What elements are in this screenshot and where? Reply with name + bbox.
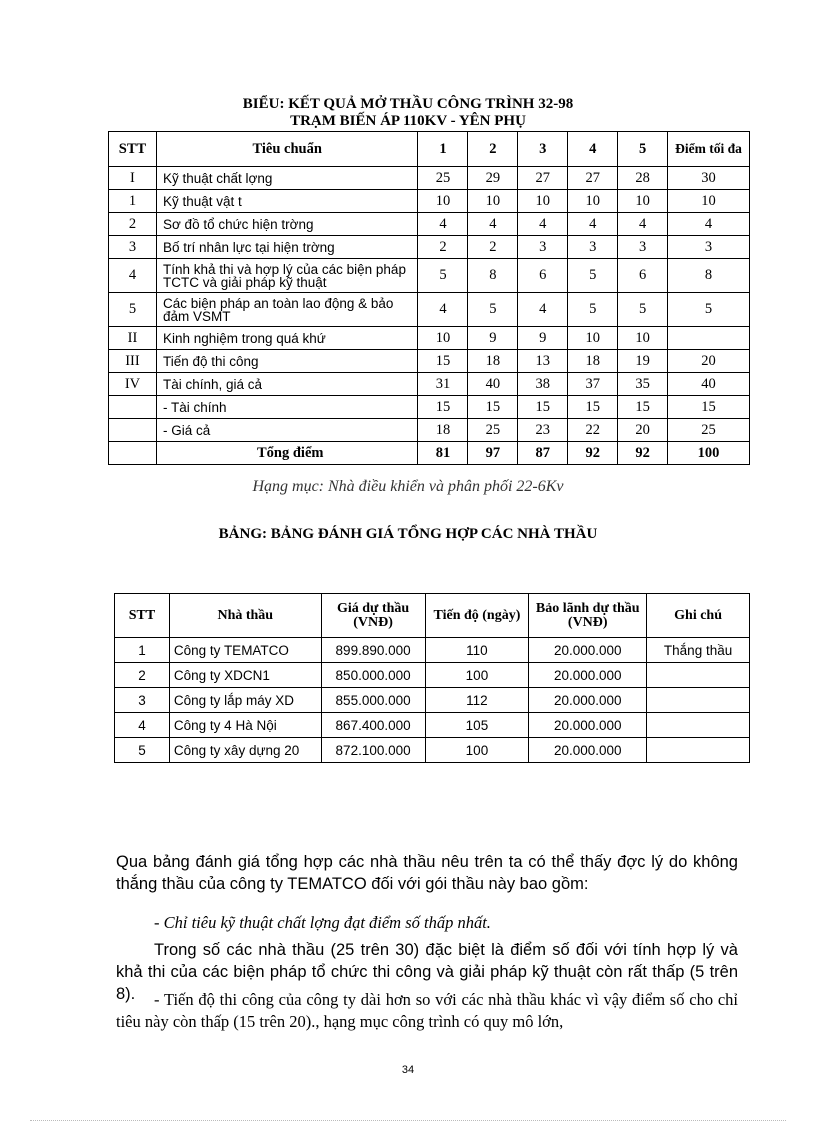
- cell-score: 29: [468, 167, 518, 190]
- cell-score: 92: [568, 442, 618, 465]
- table-row: [109, 396, 750, 419]
- cell-score: 15: [418, 396, 468, 419]
- header-bid-price: Giá dự thầu (VNĐ): [321, 594, 425, 638]
- cell-score: 20: [618, 419, 668, 442]
- cell-contractor: Công ty 4 Hà Nội: [169, 713, 321, 738]
- cell-notes: [647, 738, 750, 763]
- cell-score: 23: [518, 419, 568, 442]
- cell-contractor: Công ty xây dựng 20: [169, 738, 321, 763]
- cell-score: 22: [568, 419, 618, 442]
- cell-score: 4: [618, 213, 668, 236]
- cell-max-score: 15: [668, 396, 750, 419]
- page-number: 34: [401, 1064, 415, 1076]
- cell-criteria: Bố trí nhân lực tại hiện trờng: [156, 236, 418, 259]
- cell-score: 35: [618, 373, 668, 396]
- cell-score: 18: [568, 350, 618, 373]
- table-row: [109, 293, 750, 327]
- cell-score: 5: [618, 293, 668, 327]
- header-stt: STT: [109, 132, 157, 167]
- cell-criteria: Sơ đồ tổ chức hiện trờng: [156, 213, 418, 236]
- bidder-summary-table: [114, 593, 750, 763]
- cell-criteria: Kỹ thuật chất lợng: [156, 167, 418, 190]
- header-bidder-1: 1: [418, 132, 468, 167]
- table-row: [109, 350, 750, 373]
- cell-max-score: 30: [668, 167, 750, 190]
- table-row: [115, 713, 750, 738]
- cell-score: 3: [618, 236, 668, 259]
- cell-bid-price: 872.100.000: [321, 738, 425, 763]
- cell-score: 15: [518, 396, 568, 419]
- cell-stt: 5: [109, 293, 157, 327]
- cell-score: 18: [468, 350, 518, 373]
- cell-criteria: - Giá cả: [156, 419, 418, 442]
- cell-bid-guarantee: 20.000.000: [529, 713, 647, 738]
- cell-score: 40: [468, 373, 518, 396]
- cell-score: 27: [568, 167, 618, 190]
- total-row: [109, 442, 750, 465]
- cell-max-score: 5: [668, 293, 750, 327]
- header-bidder-2: 2: [468, 132, 518, 167]
- table-row: [109, 327, 750, 350]
- cell-max-score: 20: [668, 350, 750, 373]
- cell-stt: 3: [109, 236, 157, 259]
- cell-criteria: Kinh nghiệm trong quá khứ: [156, 327, 418, 350]
- cell-score: 3: [518, 236, 568, 259]
- cell-score: 6: [618, 259, 668, 293]
- table-row: [109, 213, 750, 236]
- cell-score: 15: [568, 396, 618, 419]
- header-bid-guarantee: Bảo lãnh dự thầu (VNĐ): [529, 594, 647, 638]
- cell-score: 4: [468, 213, 518, 236]
- cell-score: 25: [468, 419, 518, 442]
- cell-score: 87: [518, 442, 568, 465]
- table2-title: BẢNG: BẢNG ĐÁNH GIÁ TỔNG HỢP CÁC NHÀ THẦU: [218, 526, 598, 542]
- bid-results-table: [108, 131, 750, 465]
- table-row: [109, 167, 750, 190]
- cell-criteria: Tính khả thi và hợp lý của các biện pháp TCTC và giải pháp kỹ thuật: [156, 259, 418, 293]
- cell-stt: III: [109, 350, 157, 373]
- cell-notes: Thắng thầu: [647, 638, 750, 663]
- header-bidder-3: 3: [518, 132, 568, 167]
- cell-score: 15: [418, 350, 468, 373]
- cell-score: 28: [618, 167, 668, 190]
- cell-score: 27: [518, 167, 568, 190]
- cell-score: 13: [518, 350, 568, 373]
- cell-score: 5: [418, 259, 468, 293]
- cell-score: 18: [418, 419, 468, 442]
- cell-score: 37: [568, 373, 618, 396]
- cell-score: 4: [418, 213, 468, 236]
- header-stt: STT: [115, 594, 170, 638]
- paragraph-score-detail: Trong số các nhà thầu (25 trên 30) đặc biệt là điểm số đối với tính hợp lý và khả thi của các biện pháp tổ chức thi công và giải pháp kỹ thuật còn rất thấp (5 trên 8).: [116, 941, 738, 1003]
- table1-subtitle: TRẠM BIẾN ÁP 110KV - YÊN PHỤ: [290, 113, 526, 129]
- cell-score: 15: [468, 396, 518, 419]
- cell-schedule: 100: [425, 663, 529, 688]
- cell-schedule: 105: [425, 713, 529, 738]
- table1-body: [109, 167, 750, 465]
- cell-max-score: [668, 327, 750, 350]
- cell-max-score: 25: [668, 419, 750, 442]
- cell-score: 10: [618, 190, 668, 213]
- cell-criteria: Tài chính, giá cả: [156, 373, 418, 396]
- cell-score: 31: [418, 373, 468, 396]
- header-schedule: Tiến độ (ngày): [425, 594, 529, 638]
- cell-bid-price: 850.000.000: [321, 663, 425, 688]
- cell-score: 9: [468, 327, 518, 350]
- cell-schedule: 100: [425, 738, 529, 763]
- table-row: [109, 419, 750, 442]
- table1-title: BIỂU: KẾT QUẢ MỞ THẦU CÔNG TRÌNH 32-98: [242, 96, 574, 112]
- table-row: [115, 688, 750, 713]
- cell-stt: 1: [115, 638, 170, 663]
- cell-score: 8: [468, 259, 518, 293]
- table2-body: [115, 638, 750, 763]
- cell-score: 2: [418, 236, 468, 259]
- paragraph-technical: - Chỉ tiêu kỹ thuật chất lợng đạt điểm số thấp nhất.: [154, 913, 491, 932]
- cell-score: 25: [418, 167, 468, 190]
- cell-stt: 2: [115, 663, 170, 688]
- header-max-score: Điểm tối đa: [668, 132, 750, 167]
- cell-stt: II: [109, 327, 157, 350]
- cell-score: 5: [568, 293, 618, 327]
- cell-score: 4: [518, 213, 568, 236]
- cell-bid-guarantee: 20.000.000: [529, 738, 647, 763]
- cell-stt: [109, 396, 157, 419]
- cell-notes: [647, 713, 750, 738]
- cell-score: 5: [468, 293, 518, 327]
- cell-stt: I: [109, 167, 157, 190]
- cell-stt: 3: [115, 688, 170, 713]
- cell-score: 38: [518, 373, 568, 396]
- hang-muc-caption: Hạng mục: Nhà điều khiển và phân phối 22-6Kv: [252, 478, 564, 495]
- cell-stt: 1: [109, 190, 157, 213]
- table-row: [109, 373, 750, 396]
- cell-contractor: Công ty XDCN1: [169, 663, 321, 688]
- table-header-row: [109, 132, 750, 167]
- cell-schedule: 110: [425, 638, 529, 663]
- cell-notes: [647, 688, 750, 713]
- cell-score: 5: [568, 259, 618, 293]
- cell-score: 10: [468, 190, 518, 213]
- cell-score: 4: [568, 213, 618, 236]
- cell-notes: [647, 663, 750, 688]
- cell-schedule: 112: [425, 688, 529, 713]
- cell-criteria: - Tài chính: [156, 396, 418, 419]
- cell-score: 92: [618, 442, 668, 465]
- table-header-row: [115, 594, 750, 638]
- cell-score: 15: [618, 396, 668, 419]
- cell-bid-guarantee: 20.000.000: [529, 638, 647, 663]
- cell-contractor: Công ty TEMATCO: [169, 638, 321, 663]
- table-row: [115, 738, 750, 763]
- header-criteria: Tiêu chuẩn: [156, 132, 418, 167]
- cell-bid-price: 899.890.000: [321, 638, 425, 663]
- cell-score: 6: [518, 259, 568, 293]
- cell-stt: 5: [115, 738, 170, 763]
- cell-score: 3: [568, 236, 618, 259]
- cell-bid-price: 867.400.000: [321, 713, 425, 738]
- cell-score: 9: [518, 327, 568, 350]
- table-row: [115, 638, 750, 663]
- cell-max-score: 40: [668, 373, 750, 396]
- cell-stt: 4: [109, 259, 157, 293]
- table-row: [109, 190, 750, 213]
- cell-max-score: 3: [668, 236, 750, 259]
- header-notes: Ghi chú: [647, 594, 750, 638]
- cell-stt: 2: [109, 213, 157, 236]
- paragraph-schedule: - Tiến độ thi công của công ty dài hơn so với các nhà thầu khác vì vậy điểm số cho chỉ tiêu này còn thấp (15 trên 20)., hạng mục công trình có quy mô lớn,: [116, 990, 738, 1031]
- cell-criteria: Kỹ thuật vật t: [156, 190, 418, 213]
- cell-score: 2: [468, 236, 518, 259]
- cell-max-score: 100: [668, 442, 750, 465]
- table-row: [109, 259, 750, 293]
- cell-score: 10: [418, 327, 468, 350]
- cell-score: 10: [418, 190, 468, 213]
- cell-score: 4: [518, 293, 568, 327]
- paragraph-intro: Qua bảng đánh giá tổng hợp các nhà thầu nêu trên ta có thể thấy đợc lý do không thắng thầu của công ty TEMATCO đối với gói thầu này bao gồm:: [116, 853, 738, 893]
- cell-score: 4: [418, 293, 468, 327]
- cell-criteria: Tiến độ thi công: [156, 350, 418, 373]
- page-bottom-divider: [30, 1120, 786, 1121]
- cell-score: 81: [418, 442, 468, 465]
- cell-stt: IV: [109, 373, 157, 396]
- cell-bid-price: 855.000.000: [321, 688, 425, 713]
- cell-criteria: Các biện pháp an toàn lao động & bảo đảm VSMT: [156, 293, 418, 327]
- header-bidder-4: 4: [568, 132, 618, 167]
- header-contractor: Nhà thầu: [169, 594, 321, 638]
- cell-max-score: 8: [668, 259, 750, 293]
- cell-stt: 4: [115, 713, 170, 738]
- table-row: [109, 236, 750, 259]
- cell-score: 10: [568, 327, 618, 350]
- cell-score: 10: [568, 190, 618, 213]
- header-bidder-5: 5: [618, 132, 668, 167]
- table-row: [115, 663, 750, 688]
- cell-stt: [109, 419, 157, 442]
- cell-stt: [109, 442, 157, 465]
- cell-bid-guarantee: 20.000.000: [529, 663, 647, 688]
- cell-score: 10: [518, 190, 568, 213]
- cell-max-score: 10: [668, 190, 750, 213]
- cell-max-score: 4: [668, 213, 750, 236]
- cell-score: 97: [468, 442, 518, 465]
- cell-contractor: Công ty lắp máy XD: [169, 688, 321, 713]
- cell-score: 10: [618, 327, 668, 350]
- cell-score: 19: [618, 350, 668, 373]
- cell-bid-guarantee: 20.000.000: [529, 688, 647, 713]
- cell-criteria: Tổng điểm: [156, 442, 418, 465]
